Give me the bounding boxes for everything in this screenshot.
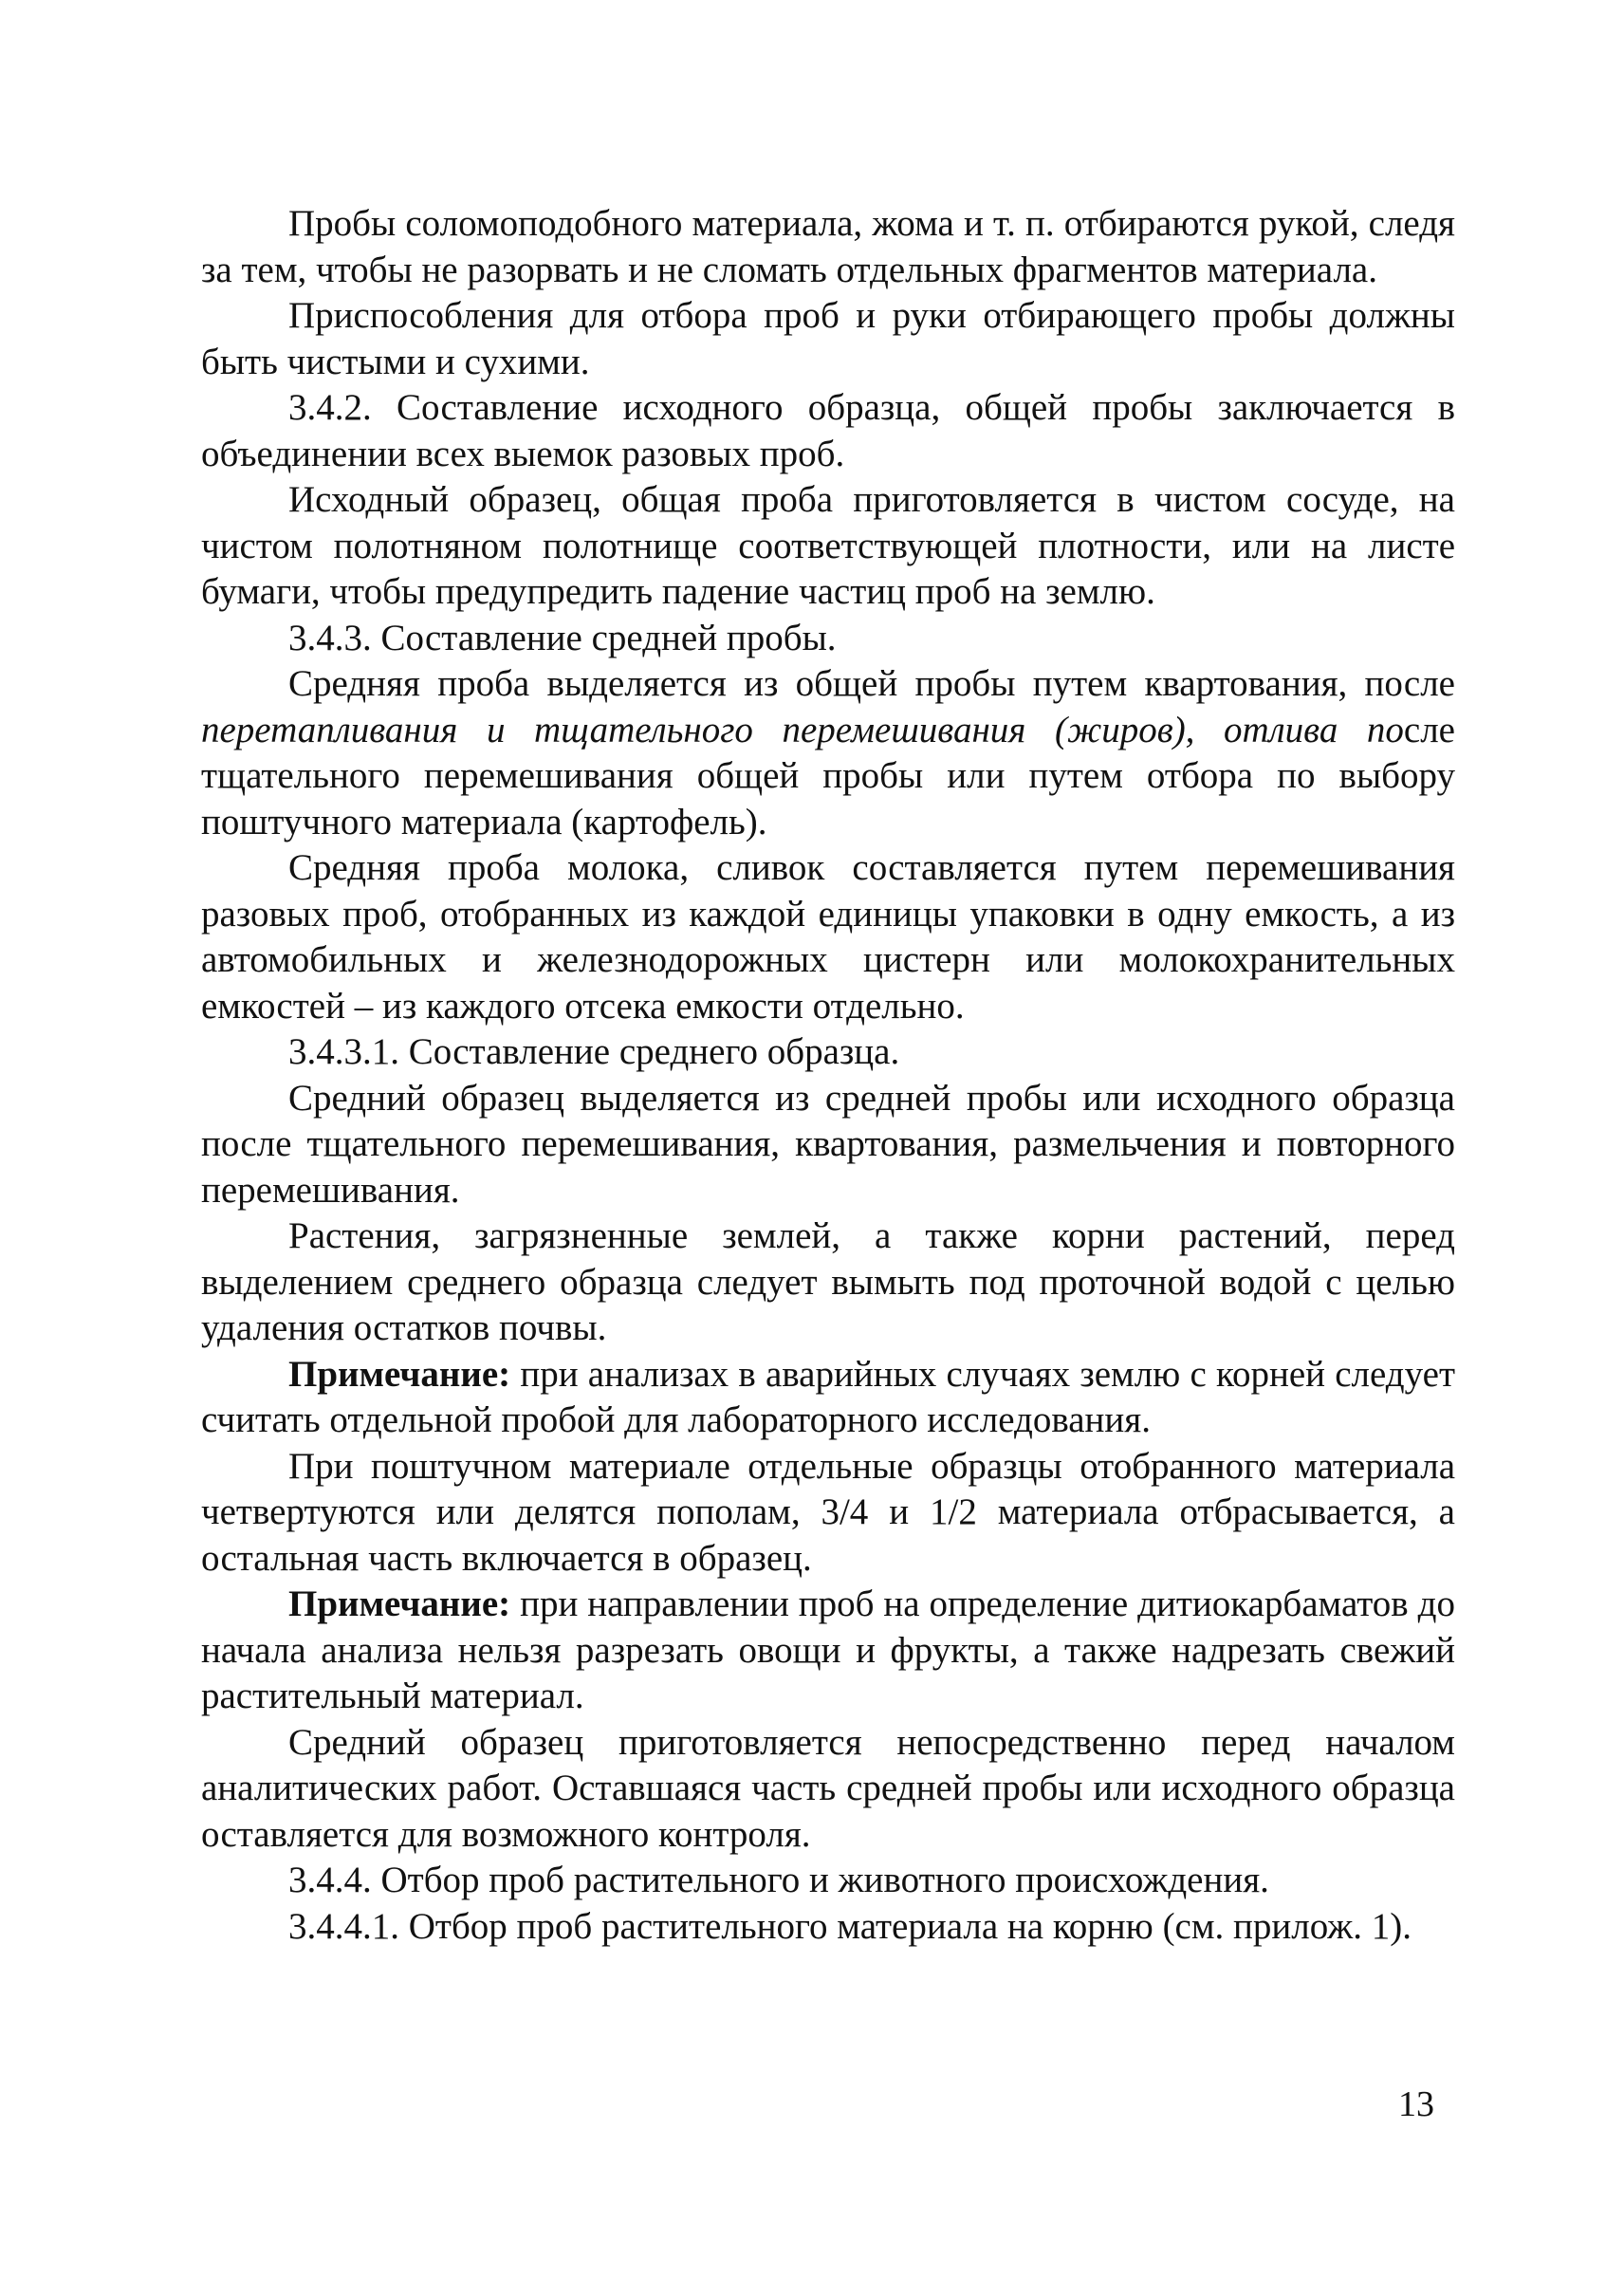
paragraph-text: Средний образец выделяется из средней пробы или исходного образца после тщательного перемешивания, квартования, размельчения и повторного перемешивания. [201, 1077, 1455, 1211]
paragraph-section-3-4-2 [201, 385, 1455, 477]
paragraph-text: Пробы соломоподобного материала, жома и т. п. отбираются рукой, следя за тем, чтобы не разорвать и не сломать отдельных фрагментов материала. [201, 203, 1455, 290]
paragraph [201, 1720, 1455, 1859]
paragraph-text: При поштучном материале отдельные образцы отобранного материала четвертуются или делятся пополам, 3/4 и 1/2 материала отбрасывается, а остальная часть включается в образец. [201, 1445, 1455, 1579]
note-paragraph [201, 1352, 1455, 1444]
paragraph-section-3-4-3-1 [201, 1029, 1455, 1076]
paragraph-text: Средняя проба выделяется из общей пробы путем квартования, после [288, 663, 1455, 704]
paragraph-text: при анализах в аварийных случаях землю с корней следует считать отдельной пробой для лабораторного исследования. [201, 1353, 1455, 1440]
paragraph [201, 845, 1455, 1029]
note-label: Примечание: [288, 1353, 511, 1395]
paragraph-text: Средний образец приготовляется непосредственно перед началом аналитических работ. Оставшаяся часть средней пробы или исходного образца оставляется для возможного контроля. [201, 1721, 1455, 1855]
paragraph [201, 1213, 1455, 1352]
paragraph-text: 3.4.4. Отбор проб растительного и животного происхождения. [288, 1860, 1269, 1900]
paragraph-text: Исходный образец, общая проба приготовляется в чистом сосуде, на чистом полотняном полотнище соответствующей плотности, или на листе бумаги, чтобы предупредить падение частиц проб на землю. [201, 479, 1455, 612]
paragraph-section-3-4-4 [201, 1858, 1455, 1904]
paragraph [201, 201, 1455, 293]
note-paragraph [201, 1582, 1455, 1720]
paragraph [201, 293, 1455, 385]
paragraph [201, 661, 1455, 845]
paragraph-text: Растения, загрязненные землей, а также корни растений, перед выделением среднего образца следует вымыть под проточной водой с целью удаления остатков почвы. [201, 1215, 1455, 1348]
paragraph-section-3-4-3 [201, 616, 1455, 662]
paragraph-text: 3.4.3.1. Составление среднего образца. [288, 1031, 900, 1072]
paragraph-text: Средняя проба молока, сливок составляется путем перемешивания разовых проб, отобранных из каждой единицы упаковки в одну емкость, а из автомобильных и железнодорожных цистерн или молокохранительных емкостей – из каждого отсека емкости отдельно. [201, 847, 1455, 1027]
paragraph-text: сле тщательного перемешивания общей пробы или путем отбора по выбору поштучного материала (картофель). [201, 709, 1455, 842]
body-text [201, 201, 1455, 1950]
paragraph-text: при направлении проб на определение дитиокарбаматов до начала анализа нельзя разрезать овощи и фрукты, а также надрезать свежий растительный материал. [201, 1583, 1455, 1716]
paragraph-section-3-4-4-1 [201, 1904, 1455, 1951]
paragraph-text: 3.4.2. Составление исходного образца, общей пробы заключается в объединении всех выемок разовых проб. [201, 387, 1455, 474]
note-label: Примечание: [288, 1583, 511, 1624]
page-number: 13 [1398, 2084, 1434, 2124]
paragraph [201, 477, 1455, 616]
paragraph-text: Приспособления для отбора проб и руки отбирающего пробы должны быть чистыми и сухими. [201, 295, 1455, 382]
paragraph-text: 3.4.4.1. Отбор проб растительного материала на корню (см. прилож. 1). [288, 1905, 1412, 1947]
paragraph [201, 1076, 1455, 1214]
paragraph [201, 1444, 1455, 1583]
italic-text: перетапливания и тщательного перемешивания (жиров), отлива по [201, 709, 1404, 750]
paragraph-text: 3.4.3. Составление средней пробы. [288, 617, 837, 658]
